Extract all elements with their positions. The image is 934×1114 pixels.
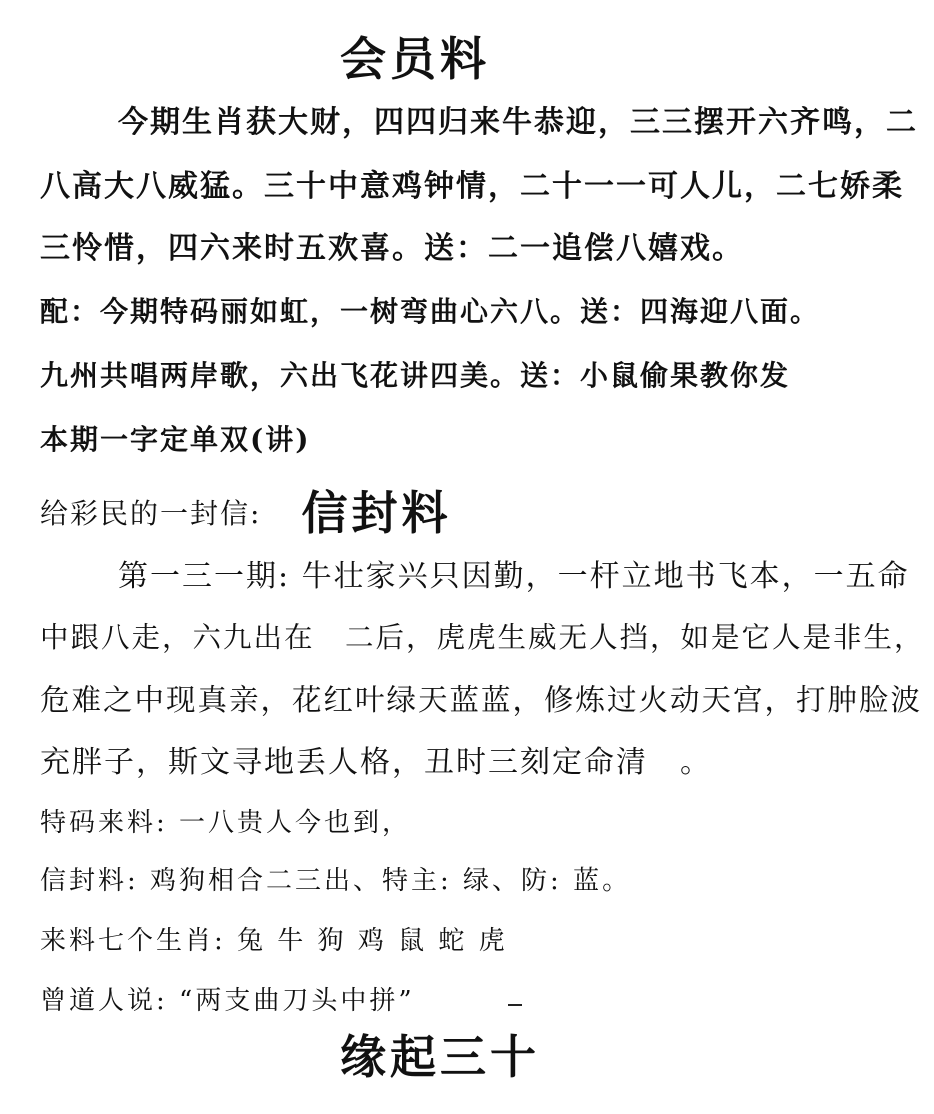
member-title: 会员料 — [340, 32, 490, 86]
bottom-title: 缘起三十 — [340, 1030, 540, 1084]
member-line-3: 三怜惜，四六来时五欢喜。送：二一追偿八嬉戏。 — [40, 231, 744, 266]
member-line-6: 本期一字定单双(讲) — [40, 423, 311, 456]
letter-line-7: 来料七个生肖: 兔 牛 狗 鸡 鼠 蛇 虎 — [40, 926, 508, 956]
stray-mark — [508, 1004, 522, 1006]
letter-line-1: 第一三一期: 牛壮家兴只因勤，一杆立地书飞本，一五命 — [118, 559, 910, 594]
letter-line-6: 信封料: 鸡狗相合二三出、特主: 绿、防: 蓝。 — [40, 866, 632, 896]
letter-label: 给彩民的一封信: — [40, 497, 262, 530]
letter-line-3: 危难之中现真亲，花红叶绿天蓝蓝，修炼过火动天宫，打肿脸波 — [40, 683, 923, 717]
letter-title: 信封料 — [301, 486, 452, 540]
member-line-2: 八高大八威猛。三十中意鸡钟情，二十一一可人儿，二七娇柔 — [40, 169, 904, 204]
letter-line-2: 中跟八走，六九出在 二后，虎虎生威无人挡，如是它人是非生， — [40, 621, 925, 654]
letter-line-4: 充胖子，斯文寻地丢人格，丑时三刻定命清 。 — [40, 745, 712, 780]
letter-line-5: 特码来料: 一八贵人今也到， — [40, 808, 412, 838]
member-line-4: 配：今期特码丽如虹，一树弯曲心六八。送：四海迎八面。 — [40, 295, 821, 328]
letter-line-8: 曾道人说: “两支曲刀头中拼” — [40, 986, 415, 1016]
member-line-1: 今期生肖获大财，四四归来牛恭迎，三三摆开六齐鸣，二 — [118, 105, 918, 140]
letter-heading — [40, 486, 452, 540]
member-line-5: 九州共唱两岸歌，六出飞花讲四美。送：小鼠偷果教你发 — [40, 359, 791, 392]
